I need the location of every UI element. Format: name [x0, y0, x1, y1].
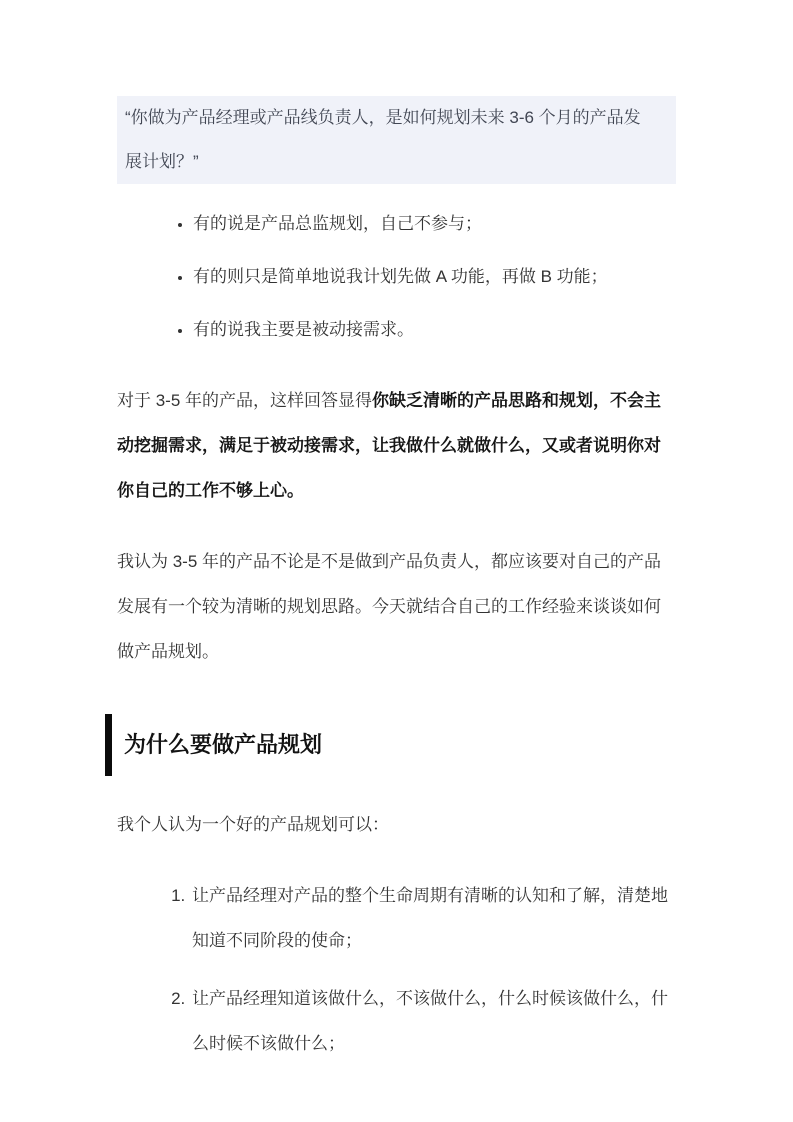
paragraph-opinion: 我认为 3-5 年的产品不论是不是做到产品负责人，都应该要对自己的产品发展有一个较为清晰的规划思路。今天就结合自己的工作经验来谈谈如何做产品规划。 — [117, 552, 662, 661]
quote-block: “你做为产品经理或产品线负责人，是如何规划未来 3-6 个月的产品发展计划？” — [117, 96, 676, 184]
list-item: • 有的说我主要是被动接需求。 — [193, 307, 676, 352]
list-item: • 有的则只是简单地说我计划先做 A 功能，再做 B 功能； — [193, 254, 676, 299]
list-item: • 有的说是产品总监规划，自己不参与； — [193, 201, 676, 246]
benefits-numbered-list — [117, 873, 676, 1066]
paragraph-intro: 我个人认为一个好的产品规划可以： — [117, 815, 389, 834]
paragraph-warning-normal: 对于 3-5 年的产品，这样回答显得 — [117, 391, 373, 410]
list-item: 2. 让产品经理知道该做什么，不该做什么，什么时候该做什么，什么时候不该做什么； — [190, 976, 676, 1066]
article-content — [117, 0, 676, 1079]
paragraph-warning — [117, 378, 676, 513]
answer-bullet-list — [117, 201, 676, 352]
list-item: 1. 让产品经理对产品的整个生命周期有清晰的认知和了解，清楚地知道不同阶段的使命； — [190, 873, 676, 963]
paragraph-warning-bold: 你缺乏清晰的产品思路和规划，不会主动挖掘需求，满足于被动接需求，让我做什么就做什么，又或者说明你对你自己的工作不够上心。 — [117, 391, 662, 500]
section-heading: 为什么要做产品规划 — [105, 714, 676, 776]
